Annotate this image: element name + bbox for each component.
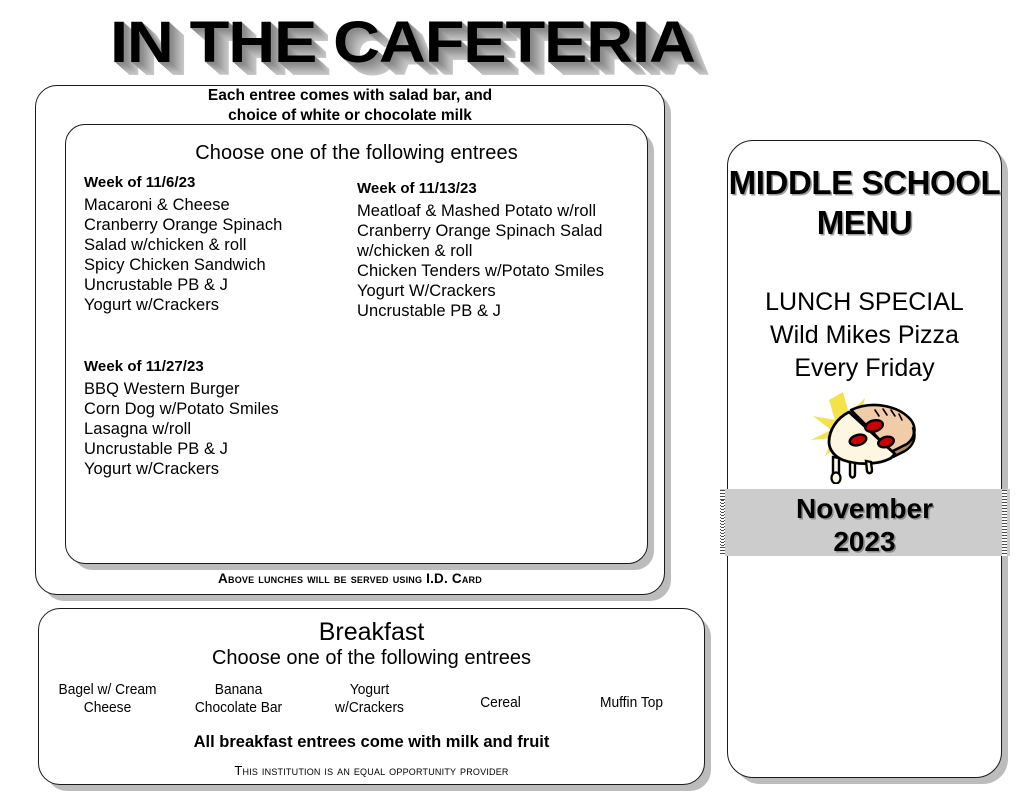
week-title: Week of 11/13/23 <box>357 180 477 197</box>
year-label: 2023 <box>833 526 896 557</box>
breakfast-item-line-1: Yogurt <box>349 682 390 698</box>
menu-item: Uncrustable PB & J <box>357 302 501 320</box>
lunch-header <box>35 86 665 126</box>
week-title: Week of 11/27/23 <box>84 358 204 375</box>
menu-item: Chicken Tenders w/Potato Smiles <box>357 262 605 280</box>
menu-item: Uncrustable PB & J <box>84 276 228 294</box>
pizza-slice-icon <box>795 384 935 484</box>
breakfast-item <box>569 681 693 725</box>
breakfast-item <box>45 681 169 725</box>
week-block-1 <box>84 173 282 315</box>
breakfast-item-line-2: Cheese <box>83 700 132 716</box>
breakfast-title: Breakfast <box>318 618 425 646</box>
lunch-special-block <box>727 286 1002 385</box>
menu-item: Lasagna w/roll <box>84 420 192 438</box>
menu-item: w/chicken & roll <box>357 242 473 260</box>
sidebar-title <box>727 163 1002 243</box>
lunch-header-line-2: choice of white or chocolate milk <box>228 107 472 124</box>
menu-item: Yogurt w/Crackers <box>84 296 220 314</box>
menu-item: Cranberry Orange Spinach <box>84 216 283 234</box>
selection-handle-right[interactable] <box>1002 490 1007 556</box>
lunch-special-name: Wild Mikes Pizza <box>770 321 959 349</box>
sidebar-title-line-2: MENU <box>816 204 913 241</box>
id-card-note: Above lunches will be served using I.D. Card <box>218 571 482 586</box>
menu-item: Spicy Chicken Sandwich <box>84 256 266 274</box>
month-year-label <box>727 492 1002 558</box>
month-label: November <box>796 493 933 524</box>
breakfast-item-line-1: Muffin Top <box>599 695 664 711</box>
breakfast-item <box>176 681 300 725</box>
lunch-header-line-1: Each entree comes with salad bar, and <box>207 87 493 104</box>
breakfast-item-line-1: Bagel w/ Cream <box>58 682 157 698</box>
breakfast-item-line-2: w/Crackers <box>335 700 404 716</box>
breakfast-item-line-1: Banana <box>214 682 263 698</box>
menu-item: Yogurt w/Crackers <box>84 460 220 478</box>
menu-item: Salad w/chicken & roll <box>84 236 247 254</box>
breakfast-legal-notice: This institution is an equal opportunity provider <box>234 763 509 778</box>
menu-item: Uncrustable PB & J <box>84 440 228 458</box>
week-title: Week of 11/6/23 <box>84 174 196 191</box>
breakfast-choose-label: Choose one of the following entrees <box>211 647 532 669</box>
breakfast-item-list <box>42 681 697 725</box>
sidebar-title-line-1: MIDDLE SCHOOL <box>728 164 1001 201</box>
menu-item: Meatloaf & Mashed Potato w/roll <box>357 202 597 220</box>
menu-item: Cranberry Orange Spinach Salad <box>357 222 603 240</box>
breakfast-note: All breakfast entrees come with milk and fruit <box>193 733 550 751</box>
breakfast-item-line-1: Cereal <box>480 695 521 711</box>
week-block-2 <box>357 179 604 321</box>
selection-handle-middle[interactable] <box>721 500 724 546</box>
menu-item: BBQ Western Burger <box>84 380 240 398</box>
breakfast-item-line-2: Chocolate Bar <box>194 700 283 716</box>
week-block-3 <box>84 357 279 479</box>
page-title: IN THE CAFETERIA <box>110 10 695 75</box>
menu-item: Corn Dog w/Potato Smiles <box>84 400 279 418</box>
lunch-choose-label: Choose one of the following entrees <box>195 142 518 164</box>
menu-item: Yogurt W/Crackers <box>357 282 496 300</box>
menu-item: Macaroni & Cheese <box>84 196 230 214</box>
breakfast-item <box>438 681 562 725</box>
lunch-special-day: Every Friday <box>794 354 935 382</box>
breakfast-item <box>307 681 431 725</box>
lunch-special-heading: LUNCH SPECIAL <box>765 288 964 316</box>
